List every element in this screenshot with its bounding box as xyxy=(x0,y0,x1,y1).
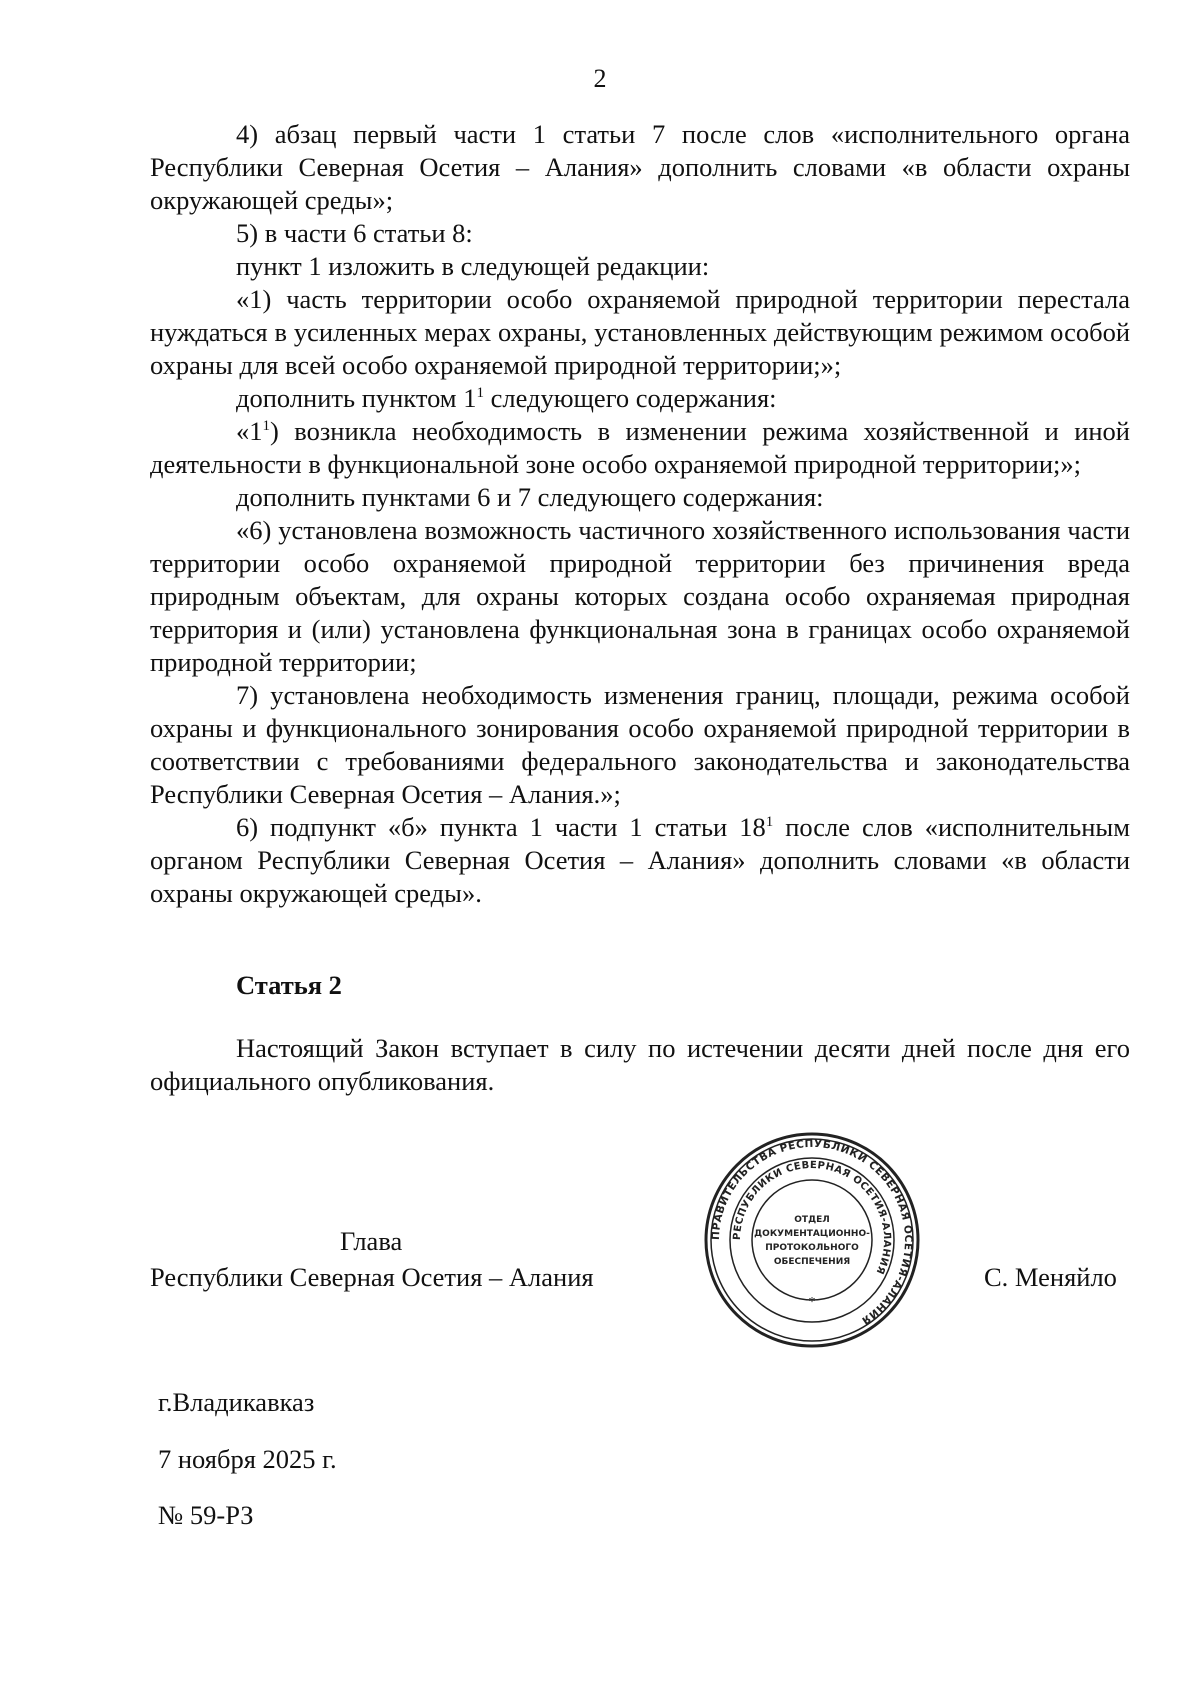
superscript: 1 xyxy=(476,385,484,402)
paragraph xyxy=(150,811,1130,910)
superscript: 1 xyxy=(765,814,774,831)
article-heading: Статья 2 xyxy=(236,970,342,1000)
paragraph xyxy=(150,217,1130,250)
stamp-center-line: ПРОТОКОЛЬНОГО xyxy=(765,1243,859,1253)
paragraph-text: ) возникла необходимость в изменении режима хозяйственной и иной деятельности в функциональной зоне особо охраняемой природной территории;»; xyxy=(150,416,1130,479)
superscript: 1 xyxy=(262,418,270,435)
article-text: Настоящий Закон вступает в силу по истечении десяти дней после дня его официального опубликования. xyxy=(150,1033,1130,1096)
paragraph-text: «1) часть территории особо охраняемой природной территории перестала нуждаться в усиленных мерах охраны, установленных действующим режимом особой охраны для всей особо охраняемой природной территории;»; xyxy=(150,284,1130,380)
paragraph-text: 6) подпункт «б» пункта 1 части 1 статьи 18 xyxy=(236,812,766,842)
paragraph-text: «6) установлена возможность частичного хозяйственного использования части территории особо охраняемой природной территории без причинения вреда природным объектам, для охраны которых создана особо охраняемая природная территория и (или) установлена функциональная зона в границах особо охраняемой природной территории; xyxy=(150,515,1130,677)
city: г.Владикавказ xyxy=(158,1387,315,1417)
signatory-name: С. Меняйло xyxy=(984,1262,1117,1292)
paragraph-text: «1 xyxy=(236,416,263,446)
paragraph xyxy=(150,250,1130,283)
paragraph-text: дополнить пунктами 6 и 7 следующего содержания: xyxy=(236,482,824,512)
paragraph-text: следующего содержания: xyxy=(483,383,777,413)
law-number: № 59-РЗ xyxy=(158,1500,254,1530)
official-stamp xyxy=(702,1130,922,1350)
paragraph-text: после слов «исполнительным органом Республики Северная Осетия – Алания» дополнить словами «в области охраны окружающей среды». xyxy=(150,812,1130,908)
date: 7 ноября 2025 г. xyxy=(158,1444,337,1474)
page-number: 2 xyxy=(593,64,607,93)
paragraph-text: 5) в части 6 статьи 8: xyxy=(236,218,473,248)
paragraph xyxy=(150,514,1130,679)
paragraph xyxy=(150,415,1130,481)
paragraph-text: 4) абзац первый части 1 статьи 7 после слов «исполнительного органа Республики Северная Осетия – Алания» дополнить словами «в области охраны окружающей среды»; xyxy=(150,119,1130,215)
stamp-outer-text: ПРАВИТЕЛЬСТВА РЕСПУБЛИКИ СЕВЕРНАЯ ОСЕТИЯ-АЛАНИЯ xyxy=(709,1137,915,1327)
paragraph xyxy=(150,679,1130,811)
stamp-center-line: ОТДЕЛ xyxy=(794,1215,830,1225)
signatory-organization: Республики Северная Осетия – Алания xyxy=(150,1262,594,1292)
stamp-middle-text: РЕСПУБЛИКИ СЕВЕРНАЯ ОСЕТИЯ-АЛАНИЯ xyxy=(731,1159,893,1277)
paragraph xyxy=(150,118,1130,217)
amendments-body xyxy=(150,118,1130,910)
paragraph xyxy=(150,283,1130,382)
stamp-star-icon: * xyxy=(808,1295,816,1310)
paragraph xyxy=(150,382,1130,415)
paragraph-text: дополнить пунктом 1 xyxy=(236,383,477,413)
stamp-center-line: ДОКУМЕНТАЦИОННО- xyxy=(754,1229,870,1239)
paragraph-text: 7) установлена необходимость изменения границ, площади, режима особой охраны и функционального зонирования особо охраняемой природной территории в соответствии с требованиями федерального законодательства и законодательства Республики Северная Осетия – Алания.»; xyxy=(150,680,1130,809)
paragraph xyxy=(150,481,1130,514)
stamp-center-line: ОБЕСПЕЧЕНИЯ xyxy=(773,1257,851,1267)
paragraph-text: пункт 1 изложить в следующей редакции: xyxy=(236,251,710,281)
signatory-title: Глава xyxy=(340,1226,403,1256)
